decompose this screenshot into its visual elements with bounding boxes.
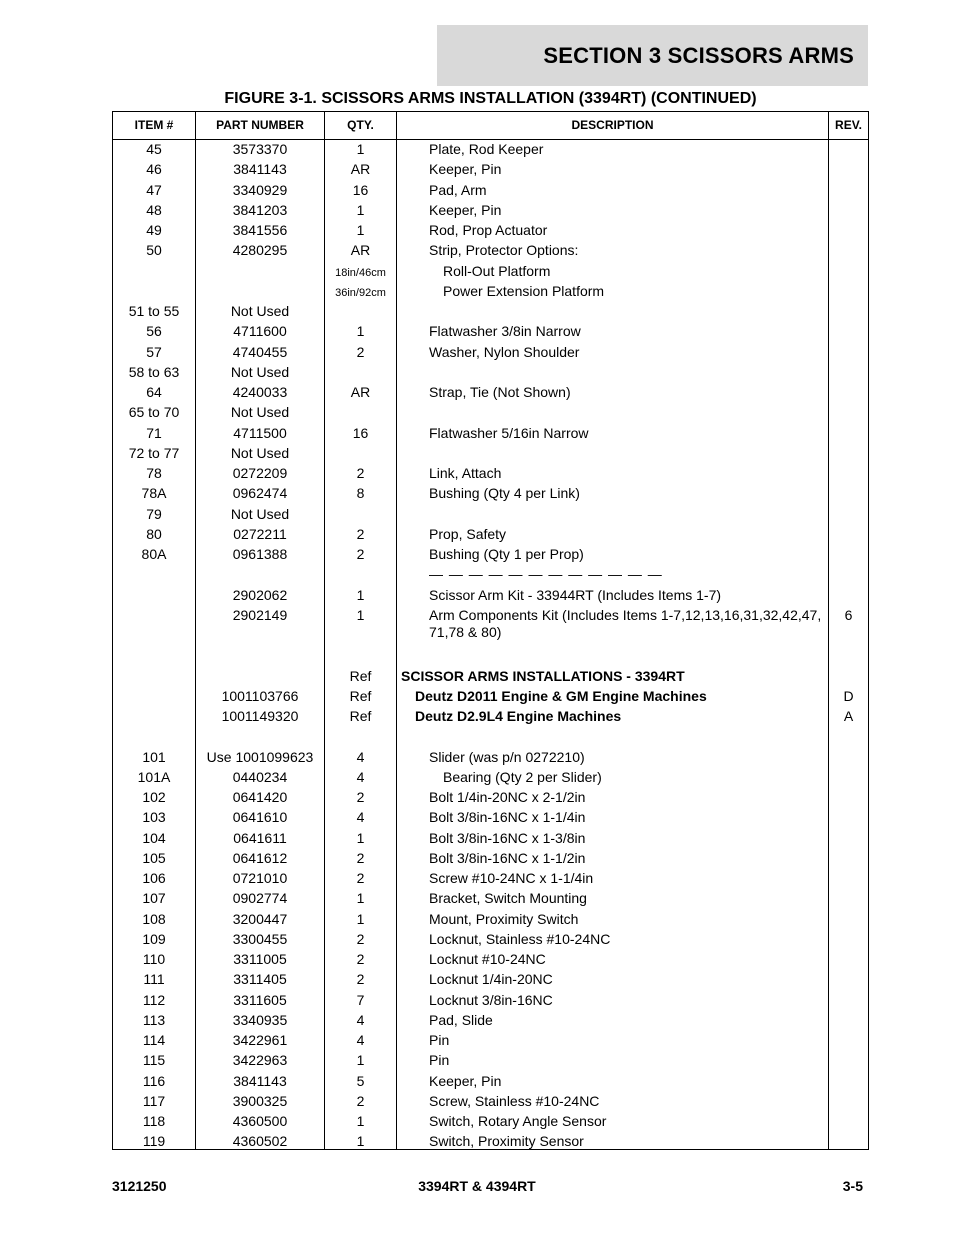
table-row: [113, 748, 868, 768]
quantity-cell: 1: [356, 890, 365, 907]
description-cell: Locknut 1/4in-20NC: [429, 971, 553, 988]
table-row: [113, 343, 868, 363]
table-row: [113, 930, 868, 950]
item-number-cell: 107: [142, 890, 166, 907]
part-number-cell: 4740455: [232, 343, 288, 360]
item-number-cell: 113: [142, 1011, 166, 1028]
description-cell: Bolt 1/4in-20NC x 2-1/2in: [429, 789, 586, 805]
item-number-cell: 57: [146, 343, 162, 360]
item-number-cell: 105: [142, 849, 166, 866]
table-row: [113, 383, 868, 403]
item-number-cell: 106: [142, 870, 166, 886]
description-cell: Scissor Arm Kit - 33944RT (Includes Items 1-7): [429, 586, 722, 603]
table-row: [113, 970, 868, 990]
quantity-cell: 2: [356, 870, 365, 886]
part-number-cell: Use 1001099623: [206, 748, 314, 765]
part-number-cell: Not Used: [230, 444, 290, 461]
table-row: [113, 464, 868, 484]
quantity-cell: 1: [356, 910, 365, 927]
quantity-cell: 4: [356, 748, 365, 765]
table-row: [113, 1031, 868, 1051]
part-number-cell: 0440234: [232, 768, 288, 785]
quantity-cell: 18in/46cm: [335, 266, 386, 279]
part-number-cell: Not Used: [230, 303, 290, 319]
item-number-cell: 45: [146, 141, 162, 157]
quantity-cell: 2: [356, 465, 365, 481]
table-row: [113, 181, 868, 201]
description-cell: Locknut 3/8in-16NC: [429, 991, 553, 1008]
part-number-cell: 3841203: [232, 201, 288, 218]
table-row: [113, 241, 868, 261]
table-row: [113, 403, 868, 423]
part-number-cell: 4360500: [232, 1113, 288, 1129]
table-row: [113, 707, 868, 727]
quantity-cell: 1: [356, 201, 365, 218]
column-header-item: ITEM #: [134, 118, 174, 132]
part-number-cell: 4711500: [233, 424, 287, 441]
part-number-cell: 1001149320: [221, 708, 299, 724]
description-cell: Roll-Out Platform: [443, 262, 551, 279]
item-number-cell: 108: [142, 910, 166, 927]
part-number-cell: 4280295: [232, 242, 288, 259]
item-number-cell: 80A: [141, 546, 167, 562]
item-number-cell: 72 to 77: [128, 444, 180, 461]
item-number-cell: 116: [142, 1072, 166, 1089]
description-cell: Pad, Arm: [429, 181, 487, 198]
table-row: [113, 991, 868, 1011]
column-header-description: DESCRIPTION: [571, 118, 654, 132]
footer-page-number: 3-5: [842, 1178, 863, 1194]
description-cell: Keeper, Pin: [429, 201, 502, 218]
part-number-cell: 4711600: [233, 323, 287, 340]
revision-cell: 6: [844, 606, 853, 623]
quantity-cell: 2: [356, 789, 365, 805]
part-number-cell: Not Used: [230, 404, 290, 421]
revision-cell: A: [843, 708, 854, 724]
table-row: [113, 1092, 868, 1112]
table-row: [113, 606, 868, 647]
part-number-cell: 3841556: [232, 222, 288, 238]
part-number-cell: 0902774: [232, 890, 288, 907]
part-number-cell: 3311005: [233, 951, 287, 967]
table-row: [113, 889, 868, 909]
quantity-cell: 2: [356, 930, 365, 947]
item-number-cell: 118: [142, 1113, 166, 1129]
table-row: [113, 565, 868, 585]
table-row: [113, 444, 868, 464]
table-row: [113, 140, 868, 160]
table-row: [113, 424, 868, 444]
part-number-cell: 0961388: [232, 546, 288, 562]
description-cell: Keeper, Pin: [429, 161, 502, 178]
description-cell: Power Extension Platform: [443, 282, 605, 299]
description-cell: Bracket, Switch Mounting: [429, 890, 587, 907]
item-number-cell: 115: [142, 1052, 166, 1069]
quantity-cell: 2: [356, 1092, 365, 1109]
part-number-cell: 0641612: [232, 849, 288, 866]
parts-table: [112, 111, 869, 1150]
item-number-cell: 78: [146, 465, 162, 481]
part-number-cell: 3340935: [232, 1011, 288, 1028]
part-number-cell: 3422963: [232, 1052, 288, 1069]
item-number-cell: 48: [146, 201, 162, 218]
quantity-cell: 2: [356, 546, 365, 562]
quantity-cell: 4: [356, 768, 365, 785]
item-number-cell: 78A: [141, 485, 167, 502]
part-number-cell: 1001103766: [221, 687, 299, 704]
quantity-cell: 2: [356, 525, 365, 542]
table-row: [113, 363, 868, 383]
quantity-cell: 5: [356, 1072, 365, 1089]
table-row: [113, 160, 868, 180]
part-number-cell: 3573370: [232, 141, 288, 157]
description-cell: Pin: [429, 1052, 450, 1069]
item-number-cell: 79: [146, 505, 162, 522]
description-cell: Bolt 3/8in-16NC x 1-3/8in: [429, 829, 586, 846]
part-number-cell: 4240033: [232, 384, 288, 400]
description-cell: Pin: [429, 1032, 450, 1048]
item-number-cell: 111: [143, 971, 165, 988]
item-number-cell: 58 to 63: [128, 363, 180, 380]
table-row: [113, 788, 868, 808]
item-number-cell: 51 to 55: [128, 303, 180, 319]
description-cell: Strip, Protector Options:: [429, 242, 579, 259]
description-cell: Deutz D2011 Engine & GM Engine Machines: [415, 687, 707, 704]
quantity-cell: 16: [352, 424, 369, 441]
part-number-cell: 0272209: [232, 465, 288, 481]
description-cell: Bolt 3/8in-16NC x 1-1/4in: [429, 809, 586, 826]
table-row: [113, 201, 868, 221]
quantity-cell: 1: [356, 586, 365, 603]
item-number-cell: 65 to 70: [128, 404, 180, 421]
quantity-cell: 1: [356, 323, 365, 340]
item-number-cell: 49: [146, 222, 162, 238]
item-number-cell: 101: [142, 748, 166, 765]
quantity-cell: 1: [356, 1113, 365, 1129]
quantity-cell: Ref: [349, 708, 372, 724]
description-cell: Mount, Proximity Switch: [429, 910, 579, 927]
footer-doc-number: 3121250: [112, 1178, 167, 1194]
table-row: [113, 910, 868, 930]
item-number-cell: 119: [142, 1133, 166, 1150]
column-header-part-number: PART NUMBER: [216, 118, 304, 132]
quantity-cell: 2: [356, 343, 365, 360]
description-cell: Strap, Tie (Not Shown): [429, 384, 571, 400]
table-row: [113, 505, 868, 525]
item-number-cell: 71: [146, 424, 162, 441]
description-cell: Switch, Proximity Sensor: [429, 1133, 584, 1150]
description-cell: Flatwasher 5/16in Narrow: [429, 424, 589, 441]
table-row: [113, 525, 868, 545]
section-title: SECTION 3 SCISSORS ARMS: [543, 42, 854, 68]
part-number-cell: 3311405: [233, 971, 287, 988]
table-row: [113, 687, 868, 707]
quantity-cell: AR: [350, 242, 371, 259]
item-number-cell: 110: [142, 951, 166, 967]
part-number-cell: 3841143: [233, 161, 287, 178]
part-number-cell: Not Used: [230, 363, 290, 380]
quantity-cell: 4: [356, 1032, 365, 1048]
item-number-cell: 64: [146, 384, 162, 400]
item-number-cell: 102: [142, 789, 166, 805]
quantity-cell: AR: [350, 384, 371, 400]
item-number-cell: 103: [142, 809, 166, 826]
part-number-cell: 0272211: [233, 525, 287, 542]
item-number-cell: 112: [142, 991, 166, 1008]
description-cell: Bushing (Qty 1 per Prop): [429, 546, 584, 562]
item-number-cell: 50: [146, 242, 162, 259]
item-number-cell: 47: [146, 181, 162, 198]
quantity-cell: 1: [356, 1133, 365, 1150]
description-cell: Keeper, Pin: [429, 1072, 502, 1089]
quantity-cell: 4: [356, 1011, 365, 1028]
description-cell: Screw, Stainless #10-24NC: [429, 1092, 600, 1109]
table-row: [113, 768, 868, 788]
quantity-cell: Ref: [349, 667, 372, 684]
revision-cell: D: [843, 687, 854, 704]
description-cell: Bearing (Qty 2 per Slider): [443, 768, 602, 785]
quantity-cell: 36in/92cm: [335, 286, 386, 299]
table-row: [113, 869, 868, 889]
description-cell: Washer, Nylon Shoulder: [429, 343, 580, 360]
part-number-cell: 3200447: [232, 910, 288, 927]
quantity-cell: 1: [356, 141, 365, 157]
part-number-cell: 3422961: [232, 1032, 288, 1048]
quantity-cell: 16: [352, 181, 369, 198]
quantity-cell: 7: [356, 991, 365, 1008]
description-cell: Bolt 3/8in-16NC x 1-1/2in: [429, 849, 586, 866]
table-row: [113, 829, 868, 849]
part-number-cell: 0721010: [232, 870, 288, 886]
part-number-cell: Not Used: [230, 505, 290, 522]
item-number-cell: 104: [142, 829, 166, 846]
item-number-cell: 114: [142, 1032, 166, 1048]
part-number-cell: 0962474: [232, 485, 288, 502]
item-number-cell: 117: [142, 1092, 166, 1109]
column-header-rev: REV.: [835, 118, 862, 132]
table-row: [113, 1072, 868, 1092]
description-cell: SCISSOR ARMS INSTALLATIONS - 3394RT: [401, 667, 685, 684]
table-row: [113, 302, 868, 322]
description-cell: Flatwasher 3/8in Narrow: [429, 323, 581, 340]
table-row: [113, 667, 868, 687]
table-row: [113, 282, 868, 302]
part-number-cell: 3841143: [233, 1072, 287, 1089]
item-number-cell: 46: [146, 161, 162, 178]
description-cell: Locknut, Stainless #10-24NC: [429, 930, 611, 947]
table-row: [113, 262, 868, 282]
item-number-cell: 109: [142, 930, 166, 947]
section-banner: [437, 25, 868, 86]
part-number-cell: 2902062: [232, 586, 288, 603]
footer-models: 3394RT & 4394RT: [418, 1178, 536, 1194]
table-row: [113, 727, 868, 747]
description-cell: Pad, Slide: [429, 1011, 493, 1028]
quantity-cell: 4: [356, 809, 365, 826]
part-number-cell: 0641611: [233, 829, 287, 846]
quantity-cell: 1: [356, 606, 365, 623]
table-row: [113, 484, 868, 504]
description-cell: Switch, Rotary Angle Sensor: [429, 1113, 607, 1129]
quantity-cell: 2: [356, 849, 365, 866]
description-cell: Deutz D2.9L4 Engine Machines: [415, 708, 622, 724]
table-row: [113, 950, 868, 970]
description-cell: Rod, Prop Actuator: [429, 222, 548, 238]
quantity-cell: Ref: [349, 687, 372, 704]
part-number-cell: 2902149: [232, 606, 288, 623]
part-number-cell: 3311605: [233, 991, 287, 1008]
quantity-cell: 1: [356, 1052, 365, 1069]
quantity-cell: 2: [356, 951, 365, 967]
item-number-cell: 56: [146, 323, 162, 340]
description-cell: Locknut #10-24NC: [429, 951, 546, 967]
quantity-cell: 1: [356, 829, 365, 846]
table-row: [113, 322, 868, 342]
description-cell: Slider (was p/n 0272210): [429, 748, 585, 765]
table-row: [113, 545, 868, 565]
table-row: [113, 808, 868, 828]
table-row: [113, 1132, 868, 1152]
table-row: [113, 1011, 868, 1031]
part-number-cell: 0641420: [232, 789, 288, 805]
description-cell: Arm Components Kit (Includes Items 1-7,12,13,16,31,32,42,47, 71,78 & 80): [429, 606, 822, 640]
part-number-cell: 4360502: [232, 1133, 288, 1150]
part-number-cell: 0641610: [232, 809, 288, 826]
table-row: [113, 849, 868, 869]
quantity-cell: 2: [356, 971, 365, 988]
part-number-cell: 3300455: [232, 930, 288, 947]
description-cell: Bushing (Qty 4 per Link): [429, 485, 580, 502]
column-header-qty: QTY.: [347, 118, 374, 132]
description-cell: Screw #10-24NC x 1-1/4in: [429, 870, 594, 886]
quantity-cell: AR: [350, 161, 371, 178]
quantity-cell: 8: [356, 485, 365, 502]
description-cell: Link, Attach: [429, 465, 502, 481]
item-number-cell: 80: [146, 525, 162, 542]
part-number-cell: 3340929: [232, 181, 288, 198]
description-cell: — — — — — — — — — — — —: [429, 566, 663, 583]
quantity-cell: 1: [356, 222, 365, 238]
table-row: [113, 586, 868, 606]
table-row: [113, 221, 868, 241]
table-header-row: [113, 112, 868, 140]
figure-title: FIGURE 3-1. SCISSORS ARMS INSTALLATION (3394RT) (CONTINUED): [224, 90, 757, 107]
part-number-cell: 3900325: [232, 1092, 288, 1109]
table-row: [113, 1112, 868, 1132]
description-cell: Plate, Rod Keeper: [429, 141, 544, 157]
item-number-cell: 101A: [137, 768, 171, 785]
table-row: [113, 1051, 868, 1071]
description-cell: Prop, Safety: [429, 525, 507, 542]
